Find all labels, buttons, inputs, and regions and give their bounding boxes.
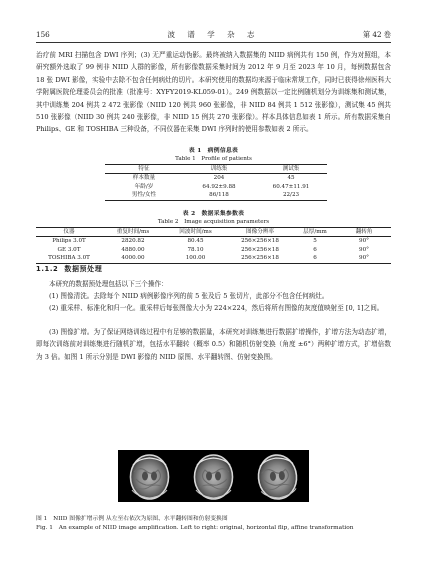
table1-header-row	[105, 165, 327, 174]
figure1-caption	[36, 515, 391, 533]
brain-scan-horizontal-flip	[182, 450, 245, 502]
table2-cell: 90°	[359, 255, 369, 262]
table2-caption-zh: 表 2 数据采集参数表	[182, 211, 245, 217]
section-heading	[36, 264, 102, 274]
table2-cell: 5	[313, 238, 317, 245]
header-rule	[36, 42, 391, 43]
table2-caption	[36, 210, 391, 226]
table2-header-cell: 层厚/mm	[303, 229, 327, 235]
brain-scan-original	[118, 450, 181, 502]
table2-cell: 78.10	[187, 246, 204, 253]
table2-cell: 6	[313, 246, 317, 253]
table2-cell: GE 3.0T	[57, 246, 81, 253]
table2-row	[36, 254, 391, 263]
table2-cell: 2820.82	[121, 238, 145, 245]
table1-patients	[105, 164, 327, 201]
figure1-images	[118, 450, 309, 502]
table1-caption-en: Table 1 Profile of patients	[175, 156, 252, 162]
table2-cell: TOSHIBA 3.0T	[48, 255, 90, 262]
table1-cell: 60.47±11.91	[272, 183, 310, 190]
table1-cell: 204	[213, 175, 225, 182]
table2-row	[36, 246, 391, 254]
table2-caption-en: Table 2 Image acquisition parameters	[157, 219, 270, 225]
figure1-caption-en: Fig. 1 An example of NIID image amplification. Left to right: original, horizontal flip, affine transformation	[36, 525, 354, 531]
table1-cell: 22/23	[282, 192, 300, 199]
table2-cell: 256×256×18	[241, 255, 279, 262]
table1-cell: 男性/女性	[131, 192, 157, 199]
table1-cell: 64.92±9.88	[202, 183, 236, 190]
table2-cell: 4000.00	[121, 255, 145, 262]
table2-cell: 256×256×18	[241, 246, 279, 253]
journal-title: 波 谱 学 杂 志	[167, 30, 260, 39]
table2-cell: 90°	[359, 246, 369, 253]
table1-cell: 样本数量	[132, 175, 156, 182]
table2-acquisition	[36, 227, 391, 264]
table2-cell: 100.00	[185, 255, 206, 262]
table2-header-row	[36, 228, 391, 237]
table2-header-cell: 翻转角	[355, 229, 373, 235]
page-header	[36, 28, 391, 42]
step1-paragraph: (1) 图像清洗。去除每个 NIID 病例影像序列的前 5 张及后 5 张切片，此部分不包含任何病灶。	[49, 292, 329, 300]
step2-paragraph: (2) 重采样、标准化和归一化。重采样后每张图像大小为 224×224，然后将所有图像的灰度值映射至 [0, 1]之间。	[49, 304, 384, 312]
table2-header-cell: 重复时间/ms	[116, 229, 150, 235]
table2-cell: Philips 3.0T	[52, 238, 86, 245]
table2-header-cell: 仪器	[63, 229, 75, 235]
figure1-caption-zh: 图 1 NIID 图像扩增示例 从左至右依次为原图、水平翻转图和仿射变换图	[36, 516, 228, 522]
table2-cell: 256×256×18	[241, 238, 279, 245]
table1-cell: 年龄/岁	[134, 183, 154, 190]
preprocess-intro-paragraph: 本研究的数据预处理包括以下三个操作：	[49, 280, 168, 288]
section-number: 1.1.2	[36, 265, 59, 273]
table1-header-cell: 训练集	[210, 166, 228, 172]
table1-header-cell: 特征	[138, 166, 150, 172]
table1-header-cell: 测试集	[282, 166, 300, 172]
brain-scan-affine-transform	[246, 450, 309, 502]
table1-row	[105, 183, 327, 191]
table1-cell: 86/118	[209, 192, 229, 199]
table1-cell: 45	[287, 175, 295, 182]
table2-header-cell: 图像分辨率	[246, 229, 274, 235]
table2-cell: 6	[313, 255, 317, 262]
intro-paragraph: 治疗前 MRI 扫描包含 DWI 序列；(3) 无严重运动伪影。最终被纳入数据集的 NIID 病例共有 150 例，作为对照组，本研究额外选取了 99 例非 NIID 人群的影像，所有影像数据采集时间为 2012 年 9 月至 2023 年 10 月，每例数据包含 18 张 DWI 影像，实验中去除不包含任何病灶的切片。本研究使用的数据均来源于临床常规工作，同时已获得徐州医科大学附属医院伦理委员会的批准（批准号：XYFY2019-KL059-01）。249 例数据以一定比例随机划分为训练集和测试集，其中训练集 204 例共 2 472 张影像（NIID 120 例共 960 张影像，非 NIID 84 例共 1 512 张影像），测试集 45 例共 510 张影像（NIID 30 例共 240 张影像，非 NIID 15 例共 270 张影像）。样本具体信息如表 1 所示。所有数据采集自 Philips、GE 和 TOSHIBA 三种设备，不同仪器在采集 DWI 序列时的使用参数如表 2 所示。	[36, 51, 391, 134]
step3-paragraph: (3) 图像扩增。为了保证网络训练过程中有足够的数据量，本研究对训练集进行数据扩增操作，扩增方法为动态扩增，即每次训练前对训练集进行随机扩增，包括水平翻转（概率 0.5）和随机仿射变换（角度 ±6°）两种扩增方式，扩增倍数为 3 倍。如图 1 所示分别是 DWI 影像的 NIID 原图、水平翻转图、仿射变换图。	[36, 328, 391, 361]
table1-caption-zh: 表 1 病例信息表	[188, 148, 239, 154]
table2-header-cell: 回波时间/ms	[179, 229, 212, 235]
table1-row	[105, 174, 327, 183]
table1-caption	[36, 147, 391, 163]
volume-number: 第 42 卷	[362, 30, 391, 39]
table2-cell: 80.45	[187, 238, 204, 245]
page-number: 156	[36, 30, 50, 39]
table2-row	[36, 237, 391, 246]
section-title: 数据预处理	[64, 264, 103, 273]
table1-row	[105, 191, 327, 200]
table2-cell: 4880.00	[121, 246, 145, 253]
table2-cell: 90°	[359, 238, 369, 245]
